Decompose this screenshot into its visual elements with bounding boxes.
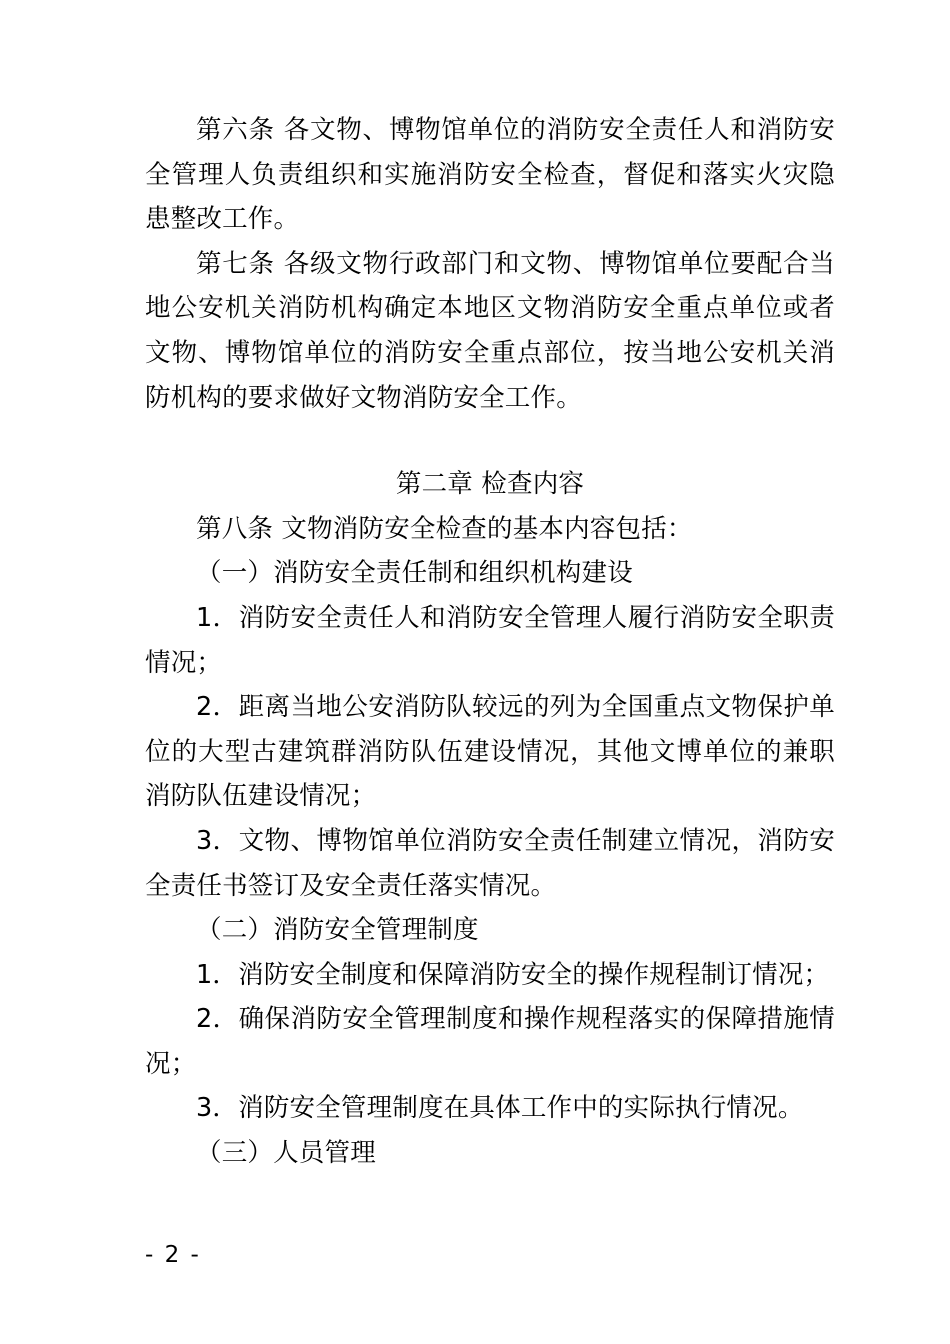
section-2-item-1: 1．消防安全制度和保障消防安全的操作规程制订情况； — [196, 959, 830, 990]
section-2-item-2: 2．确保消防安全管理制度和操作规程落实的保障措施情况； — [145, 1004, 835, 1079]
section-2-item-3: 3．消防安全管理制度在具体工作中的实际执行情况。 — [196, 1093, 804, 1124]
article-7: 第七条 各级文物行政部门和文物、博物馆单位要配合当地公安机关消防机构确定本地区文物消防安全重点单位或者文物、博物馆单位的消防安全重点部位，按当地公安机关消防机构的要求做好文物消防安全工作。 — [145, 248, 835, 413]
section-1-item-1: 1．消防安全责任人和消防安全管理人履行消防安全职责情况； — [145, 602, 835, 678]
document-body — [145, 108, 835, 1176]
page-number: - 2 - — [145, 1242, 201, 1268]
section-1-item-2: 2．距离当地公安消防队较远的列为全国重点文物保护单位的大型古建筑群消防队伍建设情况，其他文博单位的兼职消防队伍建设情况； — [145, 692, 835, 812]
article-6: 第六条 各文物、博物馆单位的消防安全责任人和消防安全管理人负责组织和实施消防安全检查，督促和落实火灾隐患整改工作。 — [145, 115, 835, 235]
article-8: 第八条 文物消防安全检查的基本内容包括： — [196, 513, 693, 544]
section-3-title: （三）人员管理 — [196, 1138, 376, 1169]
heading-spacer — [145, 420, 835, 462]
section-1-item-3: 3．文物、博物馆单位消防安全责任制建立情况，消防安全责任书签订及安全责任落实情况。 — [145, 825, 835, 901]
section-1-title: （一）消防安全责任制和组织机构建设 — [196, 558, 633, 589]
chapter-heading: 第二章 检查内容 — [395, 469, 585, 500]
section-2-title: （二）消防安全管理制度 — [196, 915, 479, 946]
